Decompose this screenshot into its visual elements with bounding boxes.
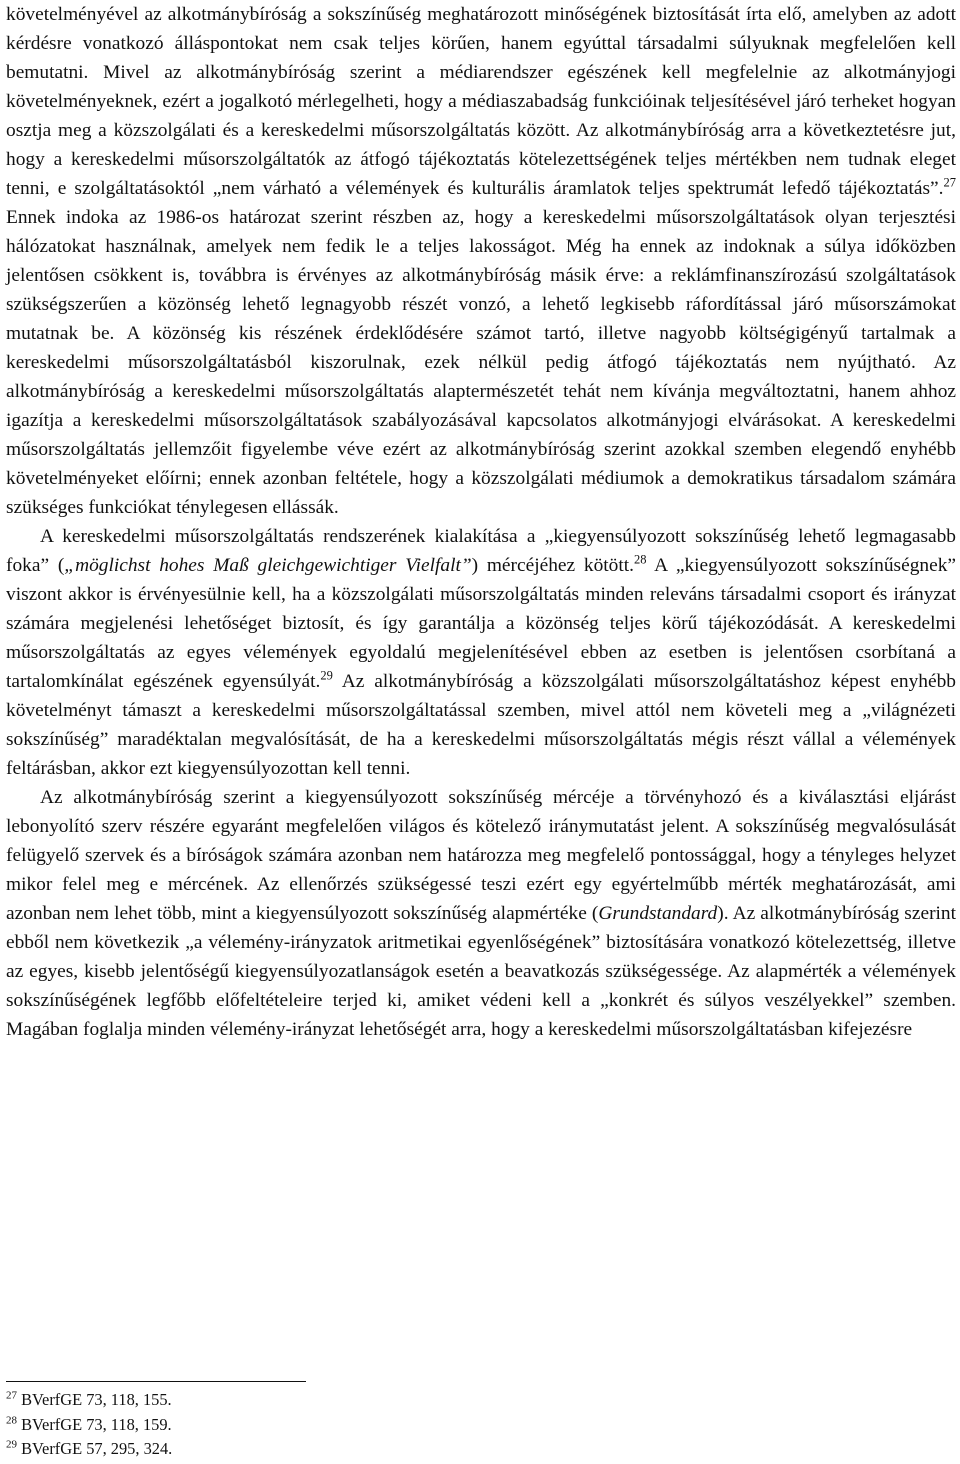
- footnote-text: BVerfGE 73, 118, 159.: [21, 1414, 172, 1434]
- paragraph-text: ). Az alkotmánybíróság szerint ebből nem következik „a vélemény-irányzatok aritmetikai egyenlőségének” biztosítására vonatkozó kötelezettség, illetve az egyes, kisebb jelentőségű kiegyensúlyozatlanságok esetén a beavatkozás szükségessége. Az alapmérték a vélemények sokszínűségének legfőbb előfeltételeire terjed ki, amiket védeni kell a „konkrét és súlyos veszélyekkel” szemben. Magában foglalja minden vélemény-irányzat lehetőségét arra, hogy a kereskedelmi műsorszolgáltatásban kifejezésre: [6, 903, 956, 1040]
- footnote-separator: [6, 1381, 306, 1382]
- paragraph-text: Az alkotmánybíróság szerint a kiegyensúlyozott sokszínűség mércéje a törvényhozó és a kiválasztási eljárást lebonyolító szerv részére egyaránt megfelelően világos és kötelező iránymutatást jelent. A sokszínűség megvalósulását felügyelő szervek és a bíróságok számára azonban nem határozza meg megfelelő pontossággal, hogy a tényleges helyzet mikor felel meg e mércének. Az ellenőrzés szükségessé teszi ezért egy egyértelműbb mérték meghatározását, ami azonban nem lehet több, mint a kiegyensúlyozott sokszínűség alapmértéke (: [6, 787, 956, 924]
- footnotes: [6, 1388, 906, 1462]
- paragraph-text: Ennek indoka az 1986-os határozat szerint részben az, hogy a kereskedelmi műsorszolgáltatások olyan terjesztési hálózatokat használnak, amelyek nem fedik le a teljes lakosságot. Még ha ennek az indoknak a súlya időközben jelentősen csökkent is, továbbra is érvényes az alkotmánybíróság másik érve: a reklámfinanszírozású szolgáltatások szükségszerűen a közönség lehető legnagyobb részét vonzó, a lehető legkisebb ráfordítással járó műsorszámokat mutatnak be. A közönség kis részének érdeklődésére számot tartó, illetve nagyobb költségigényű tartalmak a kereskedelmi műsorszolgáltatásból kiszorulnak, ezek nélkül pedig átfogó tájékoztatás nem nyújtható. Az alkotmánybíróság a kereskedelmi műsorszolgáltatás alaptermészetét tehát nem kívánja megváltoztatni, hanem ahhoz igazítja a kereskedelmi műsorszolgáltatások szabályozásával kapcsolatos alkotmányjogi elvárásokat. A kereskedelmi műsorszolgáltatás jellemzőit figyelembe véve ezért az alkotmánybíróság szerint azokkal szemben elegendő enyhébb követelményeket előírni; ennek azonban feltétele, hogy a közszolgálati médiumok a demokratikus társadalom számára szükséges funkciókat ténylegesen ellássák.: [6, 207, 956, 518]
- paragraph-text: ) mércéjéhez kötött.: [471, 555, 634, 576]
- grundstandard-term: Grundstandard: [598, 903, 718, 924]
- paragraph-2: [6, 522, 956, 783]
- paragraph-text: követelményével az alkotmánybíróság a sokszínűség meghatározott minőségének biztosítását írta elő, amelyben az adott kérdésre vonatkozó álláspontokat nem csak teljes körűen, hanem egyúttal társadalmi súlyuknak megfelelően kell bemutatni. Mivel az alkotmánybíróság szerint a médiarendszer egészének kell megfelelnie az alkotmányjogi követelményeknek, ezért a jogalkotó mérlegelheti, hogy a médiaszabadság funkcióinak teljesítésével járó terheket hogyan osztja meg a közszolgálati és a kereskedelmi műsorszolgáltatás között. Az alkotmánybíróság arra a következtetésre jut, hogy a kereskedelmi műsorszolgáltatók az átfogó tájékoztatás kötelezettségének teljes mértékben nem tudnak eleget tenni, e szolgáltatásoktól „nem várható a vélemények és kulturális áramlatok teljes spektrumát lefedő tájékoztatás”.: [6, 4, 956, 199]
- paragraph-text: A „kiegyensúlyozott sokszínűségnek” viszont akkor is érvényesülnie kell, ha a közszolgálati műsorszolgáltatás minden releváns társadalmi csoport és irányzat számára megjelenési lehetőséget biztosít, és így garantálja a közönség teljes körű tájékozódását. A kereskedelmi műsorszolgáltatás az egyes vélemények egyoldalú megjelenítésével ebben az esetben is jelentősen csorbítaná a tartalomkínálat egészének egyensúlyát.: [6, 555, 957, 692]
- document-body: [6, 0, 956, 1044]
- footnote-number: 29: [6, 1438, 17, 1451]
- footnote-29: [6, 1437, 906, 1462]
- paragraph-text: Az alkotmánybíróság a közszolgálati műsorszolgáltatáshoz képest enyhébb követelményt támaszt a kereskedelmi műsorszolgáltatással szemben, mivel attól nem követeli meg a „világnézeti sokszínűség” maradéktalan megvalósítását, de ha a kereskedelmi műsorszolgáltatás mégis részt vállal a vélemények feltárásban, akkor ezt kiegyensúlyozottan kell tenni.: [6, 671, 956, 779]
- footnote-27: [6, 1388, 906, 1413]
- footnote-text: BVerfGE 57, 295, 324.: [21, 1439, 173, 1459]
- paragraph-3: [6, 783, 956, 1044]
- paragraph-1: [6, 0, 956, 522]
- footnote-number: 27: [6, 1389, 17, 1402]
- footnote-number: 28: [6, 1414, 17, 1427]
- footnote-text: BVerfGE 73, 118, 155.: [21, 1390, 172, 1409]
- footnote-ref-29[interactable]: 29: [320, 668, 333, 683]
- footnote-28: [6, 1413, 906, 1438]
- footnote-ref-28[interactable]: 28: [633, 552, 647, 567]
- german-quote: „möglichst hohes Maß gleichgewichtiger Vielfalt”: [64, 555, 472, 576]
- paragraph-text: A kereskedelmi műsorszolgáltatás rendszerének kialakítása a „kiegyensúlyozott sokszínűség lehető legmagasabb foka” (: [6, 526, 956, 576]
- footnote-ref-27[interactable]: 27: [943, 175, 956, 190]
